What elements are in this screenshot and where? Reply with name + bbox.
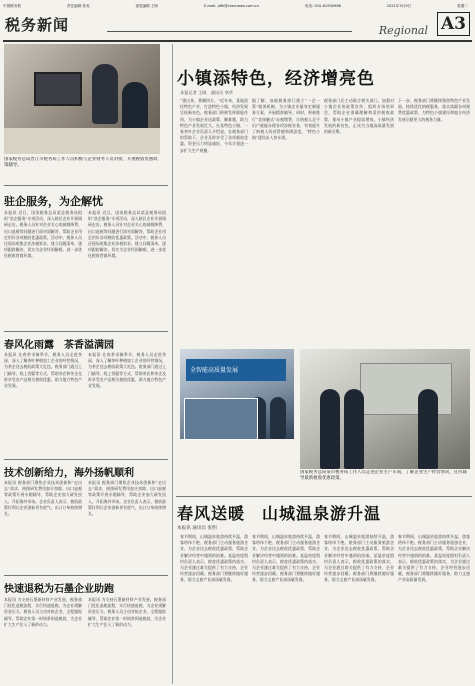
feature-body: 税务部门还主动联合相关部门，加强对小镇企业的政策宣传，组织专场培训会，帮助企业准确理解和适用税收政策，推动小镇产业提质增效。小镇经济发展的新亮色，正成为当地高质量发展的新引擎。 bbox=[324, 98, 394, 135]
page-number: A3 bbox=[437, 12, 470, 36]
photo-banner-text: 全智能高质量发展 bbox=[190, 367, 239, 374]
section-regional: Regional bbox=[378, 24, 428, 37]
right-photo bbox=[300, 349, 470, 469]
masthead-phone: 电话: 010-61930966 bbox=[304, 4, 341, 8]
masthead-visual-editor: 视觉编辑 王盼 bbox=[135, 4, 159, 8]
second-feature-body: 春节期间，山城温泉旅游持续升温，游客络绎不绝。税务部门主动服务旅游企业，为企业送去税收优惠政策，帮助企业解决经营中遇到的困难。某温泉度假村负责人表示，税收优惠政策的落实，为企业渡过难关提供了有力支持，企业经营逐步回暖。税务部门将继续做好服务，助力文旅产业高质量发展。 bbox=[180, 534, 248, 583]
masthead bbox=[3, 2, 472, 10]
person-figure bbox=[270, 397, 286, 439]
monitor-graphic bbox=[34, 72, 82, 106]
divider bbox=[176, 496, 472, 497]
divider bbox=[4, 331, 168, 332]
column-divider bbox=[172, 44, 173, 684]
second-feature-body: 春节期间，山城温泉旅游持续升温，游客络绎不绝。税务部门主动服务旅游企业，为企业送去税收优惠政策，帮助企业解决经营中遇到的困难。某温泉度假村负责人表示，税收优惠政策的落实，为企业渡过难关提供了有力支持，企业经营逐步回暖。税务部门将继续做好服务，助力文旅产业高质量发展。 bbox=[324, 534, 394, 583]
article-body: 本报讯 在春茶采摘季节，税务人员走进茶园，深入了解茶叶种植加工企业的经营情况，为茶企送去税收政策大礼包。税务部门通过上门辅导、线上答疑等方式，帮助茶农和茶企及时享受农产品相关税收优惠，助力地方特色产业发展。 bbox=[4, 352, 82, 389]
person-figure bbox=[320, 389, 340, 469]
article-body: 本报讯 为支持石墨新材料产业发展，税务部门优化退税流程，实行快速退税，为企业缓解资金压力。税务人员主动对接企业，全程跟踪辅导，帮助企业第一时间拿到退税款，为企业扩大生产注入了新的动力。 bbox=[4, 597, 82, 627]
feature-byline: 本报记者 王晓 通讯员 李华 bbox=[180, 90, 233, 95]
article-body: 本报讯 税务部门聚焦企业技术创新和“走出去”需求，围绕研发费用加计扣除、出口退税等政策开展专题辅导，帮助企业加大研发投入、开拓海外市场。企业负责人表示，税收政策红利让企业创新更有底气，出口订单持续增长。 bbox=[88, 480, 166, 517]
article-body: 本报讯 税务部门聚焦企业技术创新和“走出去”需求，围绕研发费用加计扣除、出口退税等政策开展专题辅导，帮助企业加大研发投入、开拓海外市场。企业负责人表示，税收政策红利让企业创新更有底气，出口订单持续增长。 bbox=[4, 480, 82, 517]
article-heading: 驻企服务，为企解忧 bbox=[4, 195, 103, 208]
feature-body: 据了解，该地税务部门建立“一企一策”服务机制，为小镇企业量身定制服务方案，开展精准辅导。同时，积极推行“非接触式”办税缴费，让纳税人足不出户就能办理各项涉税业务，有效提升了纳税人的获得感和满意度。“特色小镇”建设步入快车道。 bbox=[252, 98, 320, 141]
article-body: 本报讯 在春茶采摘季节，税务人员走进茶园，深入了解茶叶种植加工企业的经营情况，为茶企送去税收政策大礼包。税务部门通过上门辅导、线上答疑等方式，帮助茶农和茶企及时享受农产品相关税收优惠，助力地方特色产业发展。 bbox=[88, 352, 166, 389]
second-feature-kicker: 本报讯 通讯员 张明 bbox=[177, 526, 217, 531]
person-figure bbox=[418, 389, 438, 469]
divider bbox=[4, 185, 168, 186]
masthead-editor: 责任编辑 张英 bbox=[66, 4, 90, 8]
article-heading: 快速退税为石墨企业助跑 bbox=[4, 584, 114, 595]
article-body: 本报讯 近日，国家税务总局某县税务局组织“驻企服务”专项活动，深入辖区企业开展调研走访。税务人员针对企业关心的减税降费、出口退税等问题进行面对面解答，帮助企业用足用好各项税收优惠政策。活动中，税务人员还现场收集企业涉税诉求，建立问题清单，逐项跟踪解决，切实为企业纾困解难，进一步优化税收营商环境。 bbox=[88, 210, 166, 259]
feature-body: “建山茶，香飘四方。”近年来，某地依托特色产业，打造特色小镇，经济发展呈现新亮色。税务部门积极发挥职能作用，为小镇企业送政策、解难题，助力特色产业发展壮大。在某特色小镇，一家茶叶企业负责人介绍说，在税务部门的帮助下，企业及时享受了各项税收优惠，资金压力明显减轻，今年计划进一步扩大生产规模。 bbox=[180, 98, 248, 153]
masthead-date: 2021年3月9日 bbox=[386, 4, 412, 8]
article-heading: 春风化雨露 茶香溢满园 bbox=[4, 340, 114, 351]
article-heading: 技术创新给力，海外扬帆顺利 bbox=[4, 468, 134, 479]
feature-body: 下一步，税务部门将继续聚焦特色产业发展，持续优化纳税服务，落实落细各项税费优惠政策，为特色小镇建设和地方经济发展贡献更大的税务力量。 bbox=[398, 98, 470, 122]
right-photo-caption: 国家税务总局某市税务局工作人员走进企业生产车间，了解企业生产经营情况，宣传辅导最新税收优惠政策。 bbox=[300, 470, 467, 481]
second-feature-body: 春节期间，山城温泉旅游持续升温，游客络绎不绝。税务部门主动服务旅游企业，为企业送去税收优惠政策，帮助企业解决经营中遇到的困难。某温泉度假村负责人表示，税收优惠政策的落实，为企业渡过难关提供了有力支持，企业经营逐步回暖。税务部门将继续做好服务，助力文旅产业高质量发展。 bbox=[252, 534, 320, 583]
article-body: 本报讯 近日，国家税务总局某县税务局组织“驻企服务”专项活动，深入辖区企业开展调研走访。税务人员针对企业关心的减税降费、出口退税等问题进行面对面解答，帮助企业用足用好各项税收优惠政策。活动中，税务人员还现场收集企业涉税诉求，建立问题清单，逐项跟踪解决，切实为企业纾困解难，进一步优化税收营商环境。 bbox=[4, 210, 82, 259]
photo-banner bbox=[186, 359, 286, 381]
person-figure bbox=[92, 64, 118, 124]
divider bbox=[4, 459, 168, 460]
section-name: 税务新闻 bbox=[5, 16, 70, 34]
person-figure bbox=[344, 389, 364, 469]
inset-photo bbox=[184, 398, 258, 440]
display-board bbox=[360, 363, 452, 415]
left-photo-caption: 国家税务总局晋江市税务局工作人员积极与企业财务人员对接，开展税收优惠政策辅导。 bbox=[4, 157, 158, 168]
masthead-email: E-mail: jdfk@ctaxnews.com.cn bbox=[203, 4, 260, 8]
divider bbox=[4, 575, 168, 576]
second-feature-title: 春风送暖 山城温泉游升温 bbox=[177, 504, 382, 523]
desk-graphic bbox=[4, 128, 160, 154]
section-header bbox=[3, 12, 472, 42]
masthead-paper: 中国税务报 bbox=[3, 4, 21, 8]
section-divider bbox=[107, 31, 352, 32]
left-photo bbox=[4, 44, 160, 154]
article-body: 本报讯 为支持石墨新材料产业发展，税务部门优化退税流程，实行快速退税，为企业缓解资金压力。税务人员主动对接企业，全程跟踪辅导，帮助企业第一时间拿到退税款，为企业扩大生产注入了新的动力。 bbox=[88, 597, 166, 627]
feature-title: 小镇添特色，经济增亮色 bbox=[177, 69, 375, 89]
second-feature-body: 春节期间，山城温泉旅游持续升温，游客络绎不绝。税务部门主动服务旅游企业，为企业送去税收优惠政策，帮助企业解决经营中遇到的困难。某温泉度假村负责人表示，税收优惠政策的落实，为企业渡过难关提供了有力支持，企业经营逐步回暖。税务部门将继续做好服务，助力文旅产业高质量发展。 bbox=[398, 534, 470, 583]
masthead-weekday: 星期二 bbox=[457, 4, 468, 8]
